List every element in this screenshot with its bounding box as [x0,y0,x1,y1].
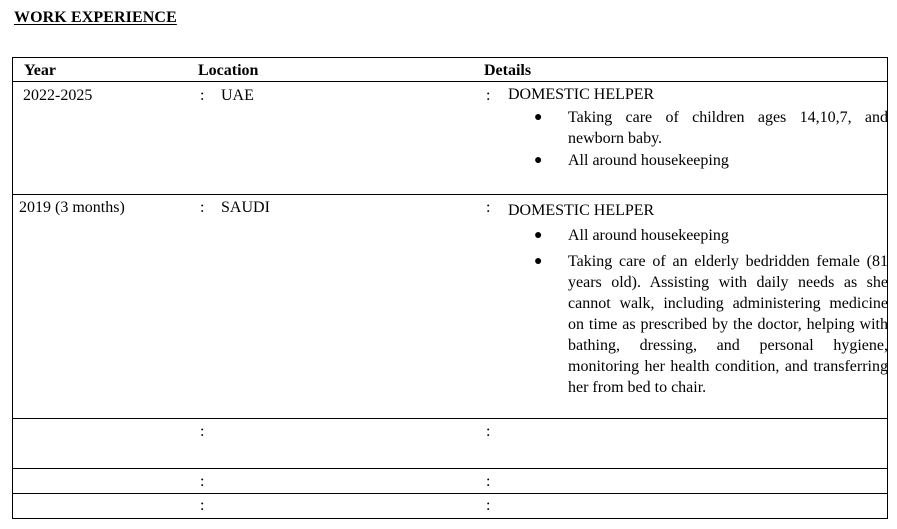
separator-colon: : [486,87,491,104]
row-position: DOMESTIC HELPER [508,86,655,103]
row-location: UAE [221,87,254,104]
separator-colon: : [200,199,205,216]
bullet-icon: ● [534,228,543,243]
section-title: WORK EXPERIENCE [14,9,177,26]
row-divider [13,81,887,82]
row-position: DOMESTIC HELPER [508,202,655,219]
list-item [534,251,888,398]
duties-list [534,107,888,172]
bullet-icon: ● [534,254,543,269]
bullet-icon: ● [534,110,543,125]
duty-text: Taking care of an elderly bedridden female (81 years old). Assisting with daily needs as she cannot walk, including administering medicine on time as prescribed by the doctor, helping with bathing, dressing, and personal hygiene, monitoring her health condition, and transferring her from bed to chair. [568,253,888,396]
row-divider [13,468,887,469]
header-location: Location [198,62,259,79]
list-item [534,225,888,246]
row-divider [13,194,887,195]
duties-list [534,225,888,399]
separator-colon: : [486,423,491,440]
work-experience-table [12,57,888,519]
bullet-icon: ● [534,153,543,168]
duty-text: Taking care of children ages 14,10,7, and newborn baby. [568,109,888,147]
separator-colon: : [200,87,205,104]
row-divider [13,418,887,419]
separator-colon: : [486,473,491,490]
separator-colon: : [200,473,205,490]
separator-colon: : [486,497,491,514]
separator-colon: : [200,423,205,440]
separator-colon: : [486,199,491,216]
duty-text: All around housekeeping [568,152,729,169]
separator-colon: : [200,497,205,514]
row-year: 2022-2025 [23,87,93,104]
header-details: Details [484,62,532,79]
duty-text: All around housekeeping [568,227,729,244]
row-year: 2019 (3 months) [19,199,125,216]
list-item [534,107,888,149]
header-year: Year [24,62,56,79]
row-divider [13,493,887,494]
list-item [534,150,888,171]
row-location: SAUDI [221,199,270,216]
